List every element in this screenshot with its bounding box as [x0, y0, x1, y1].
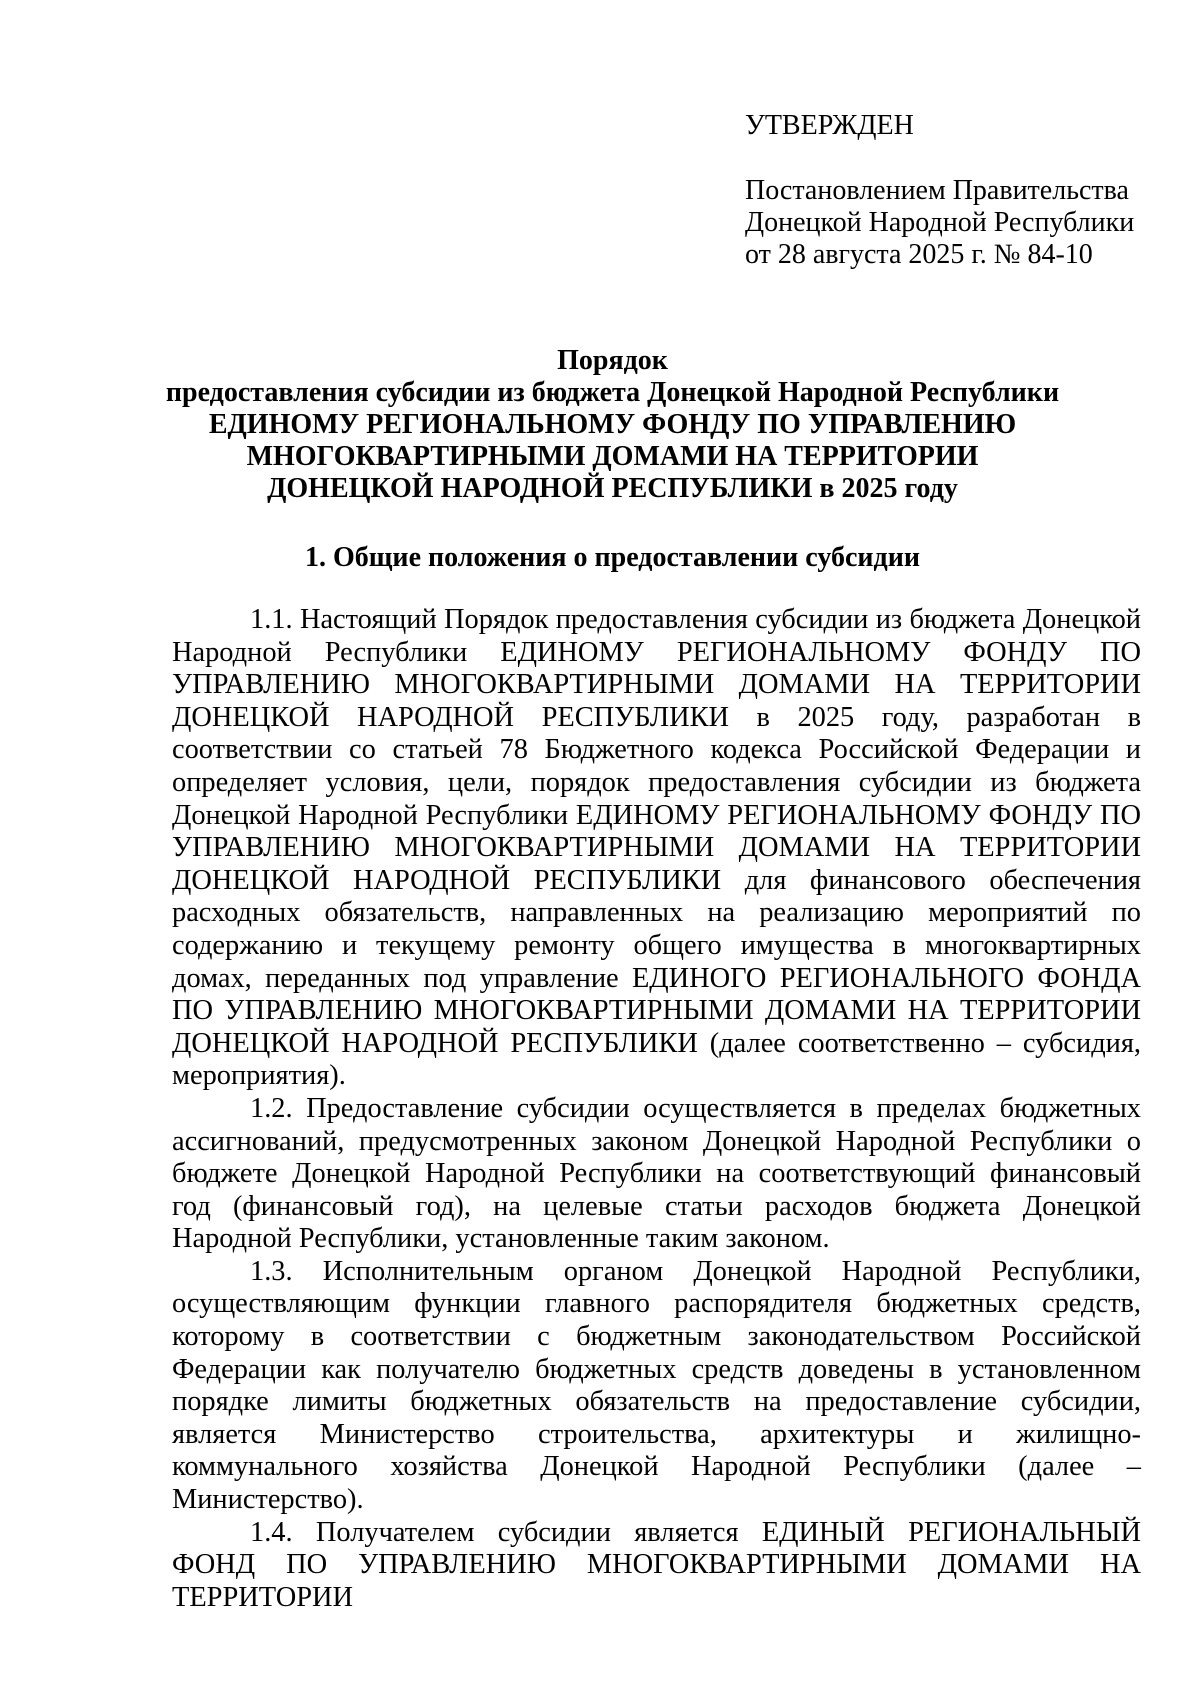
paragraph-1-4: 1.4. Получателем субсидии является ЕДИНЫЙ РЕГИОНАЛЬНЫЙ ФОНД ПО УПРАВЛЕНИЮ МНОГОКВАРТИРНЫМИ ДОМАМИ НА ТЕРРИТОРИИ	[172, 1516, 1141, 1613]
approval-line-republic: Донецкой Народной Республики	[745, 207, 1135, 238]
title-line-4: МНОГОКВАРТИРНЫМИ ДОМАМИ НА ТЕРРИТОРИИ	[246, 441, 979, 472]
approval-line-decree: Постановлением Правительства	[745, 175, 1129, 206]
title-line-2: предоставления субсидии из бюджета Донецкой Народной Республики	[165, 377, 1060, 408]
section-1-body	[172, 604, 1141, 1614]
title-line-1: Порядок	[557, 345, 668, 376]
paragraph-1-3: 1.3. Исполнительным органом Донецкой Народной Республики, осуществляющим функции главного распорядителя бюджетных средств, которому в соответствии с бюджетным законодательством Российской Федерации как получателю бюджетных средств доведены в установленном порядке лимиты бюджетных обязательств на предоставление субсидии, является Министерство строительства, архитектуры и жилищно-коммунального хозяйства Донецкой Народной Республики (далее – Министерство).	[172, 1255, 1141, 1516]
paragraph-1-1: 1.1. Настоящий Порядок предоставления субсидии из бюджета Донецкой Народной Республики ЕДИНОМУ РЕГИОНАЛЬНОМУ ФОНДУ ПО УПРАВЛЕНИЮ МНОГОКВАРТИРНЫМИ ДОМАМИ НА ТЕРРИТОРИИ ДОНЕЦКОЙ НАРОДНОЙ РЕСПУБЛИКИ в 2025 году, разработан в соответствии со статьей 78 Бюджетного кодекса Российской Федерации и определяет условия, цели, порядок предоставления субсидии из бюджета Донецкой Народной Республики ЕДИНОМУ РЕГИОНАЛЬНОМУ ФОНДУ ПО УПРАВЛЕНИЮ МНОГОКВАРТИРНЫМИ ДОМАМИ НА ТЕРРИТОРИИ ДОНЕЦКОЙ НАРОДНОЙ РЕСПУБЛИКИ для финансового обеспечения расходных обязательств, направленных на реализацию мероприятий по содержанию и текущему ремонту общего имущества в многоквартирных домах, переданных под управление ЕДИНОГО РЕГИОНАЛЬНОГО ФОНДА ПО УПРАВЛЕНИЮ МНОГОКВАРТИРНЫМИ ДОМАМИ НА ТЕРРИТОРИИ ДОНЕЦКОЙ НАРОДНОЙ РЕСПУБЛИКИ (далее соответственно – субсидия, мероприятия).	[172, 604, 1141, 1092]
section-1-heading: 1. Общие положения о предоставлении субсидии	[305, 542, 920, 573]
document-title	[160, 345, 1065, 505]
title-line-5: ДОНЕЦКОЙ НАРОДНОЙ РЕСПУБЛИКИ в 2025 году	[267, 473, 958, 504]
paragraph-1-2: 1.2. Предоставление субсидии осуществляется в пределах бюджетных ассигнований, предусмотренных законом Донецкой Народной Республики о бюджете Донецкой Народной Республики на соответствующий финансовый год (финансовый год), на целевые статьи расходов бюджета Донецкой Народной Республики, установленные таким законом.	[172, 1092, 1141, 1255]
approval-block	[745, 110, 1134, 271]
approval-line-date-number: от 28 августа 2025 г. № 84-10	[745, 239, 1093, 270]
title-line-3: ЕДИНОМУ РЕГИОНАЛЬНОМУ ФОНДУ ПО УПРАВЛЕНИЮ	[208, 409, 1017, 440]
approval-stamp-title: УТВЕРЖДЕН	[745, 110, 914, 141]
